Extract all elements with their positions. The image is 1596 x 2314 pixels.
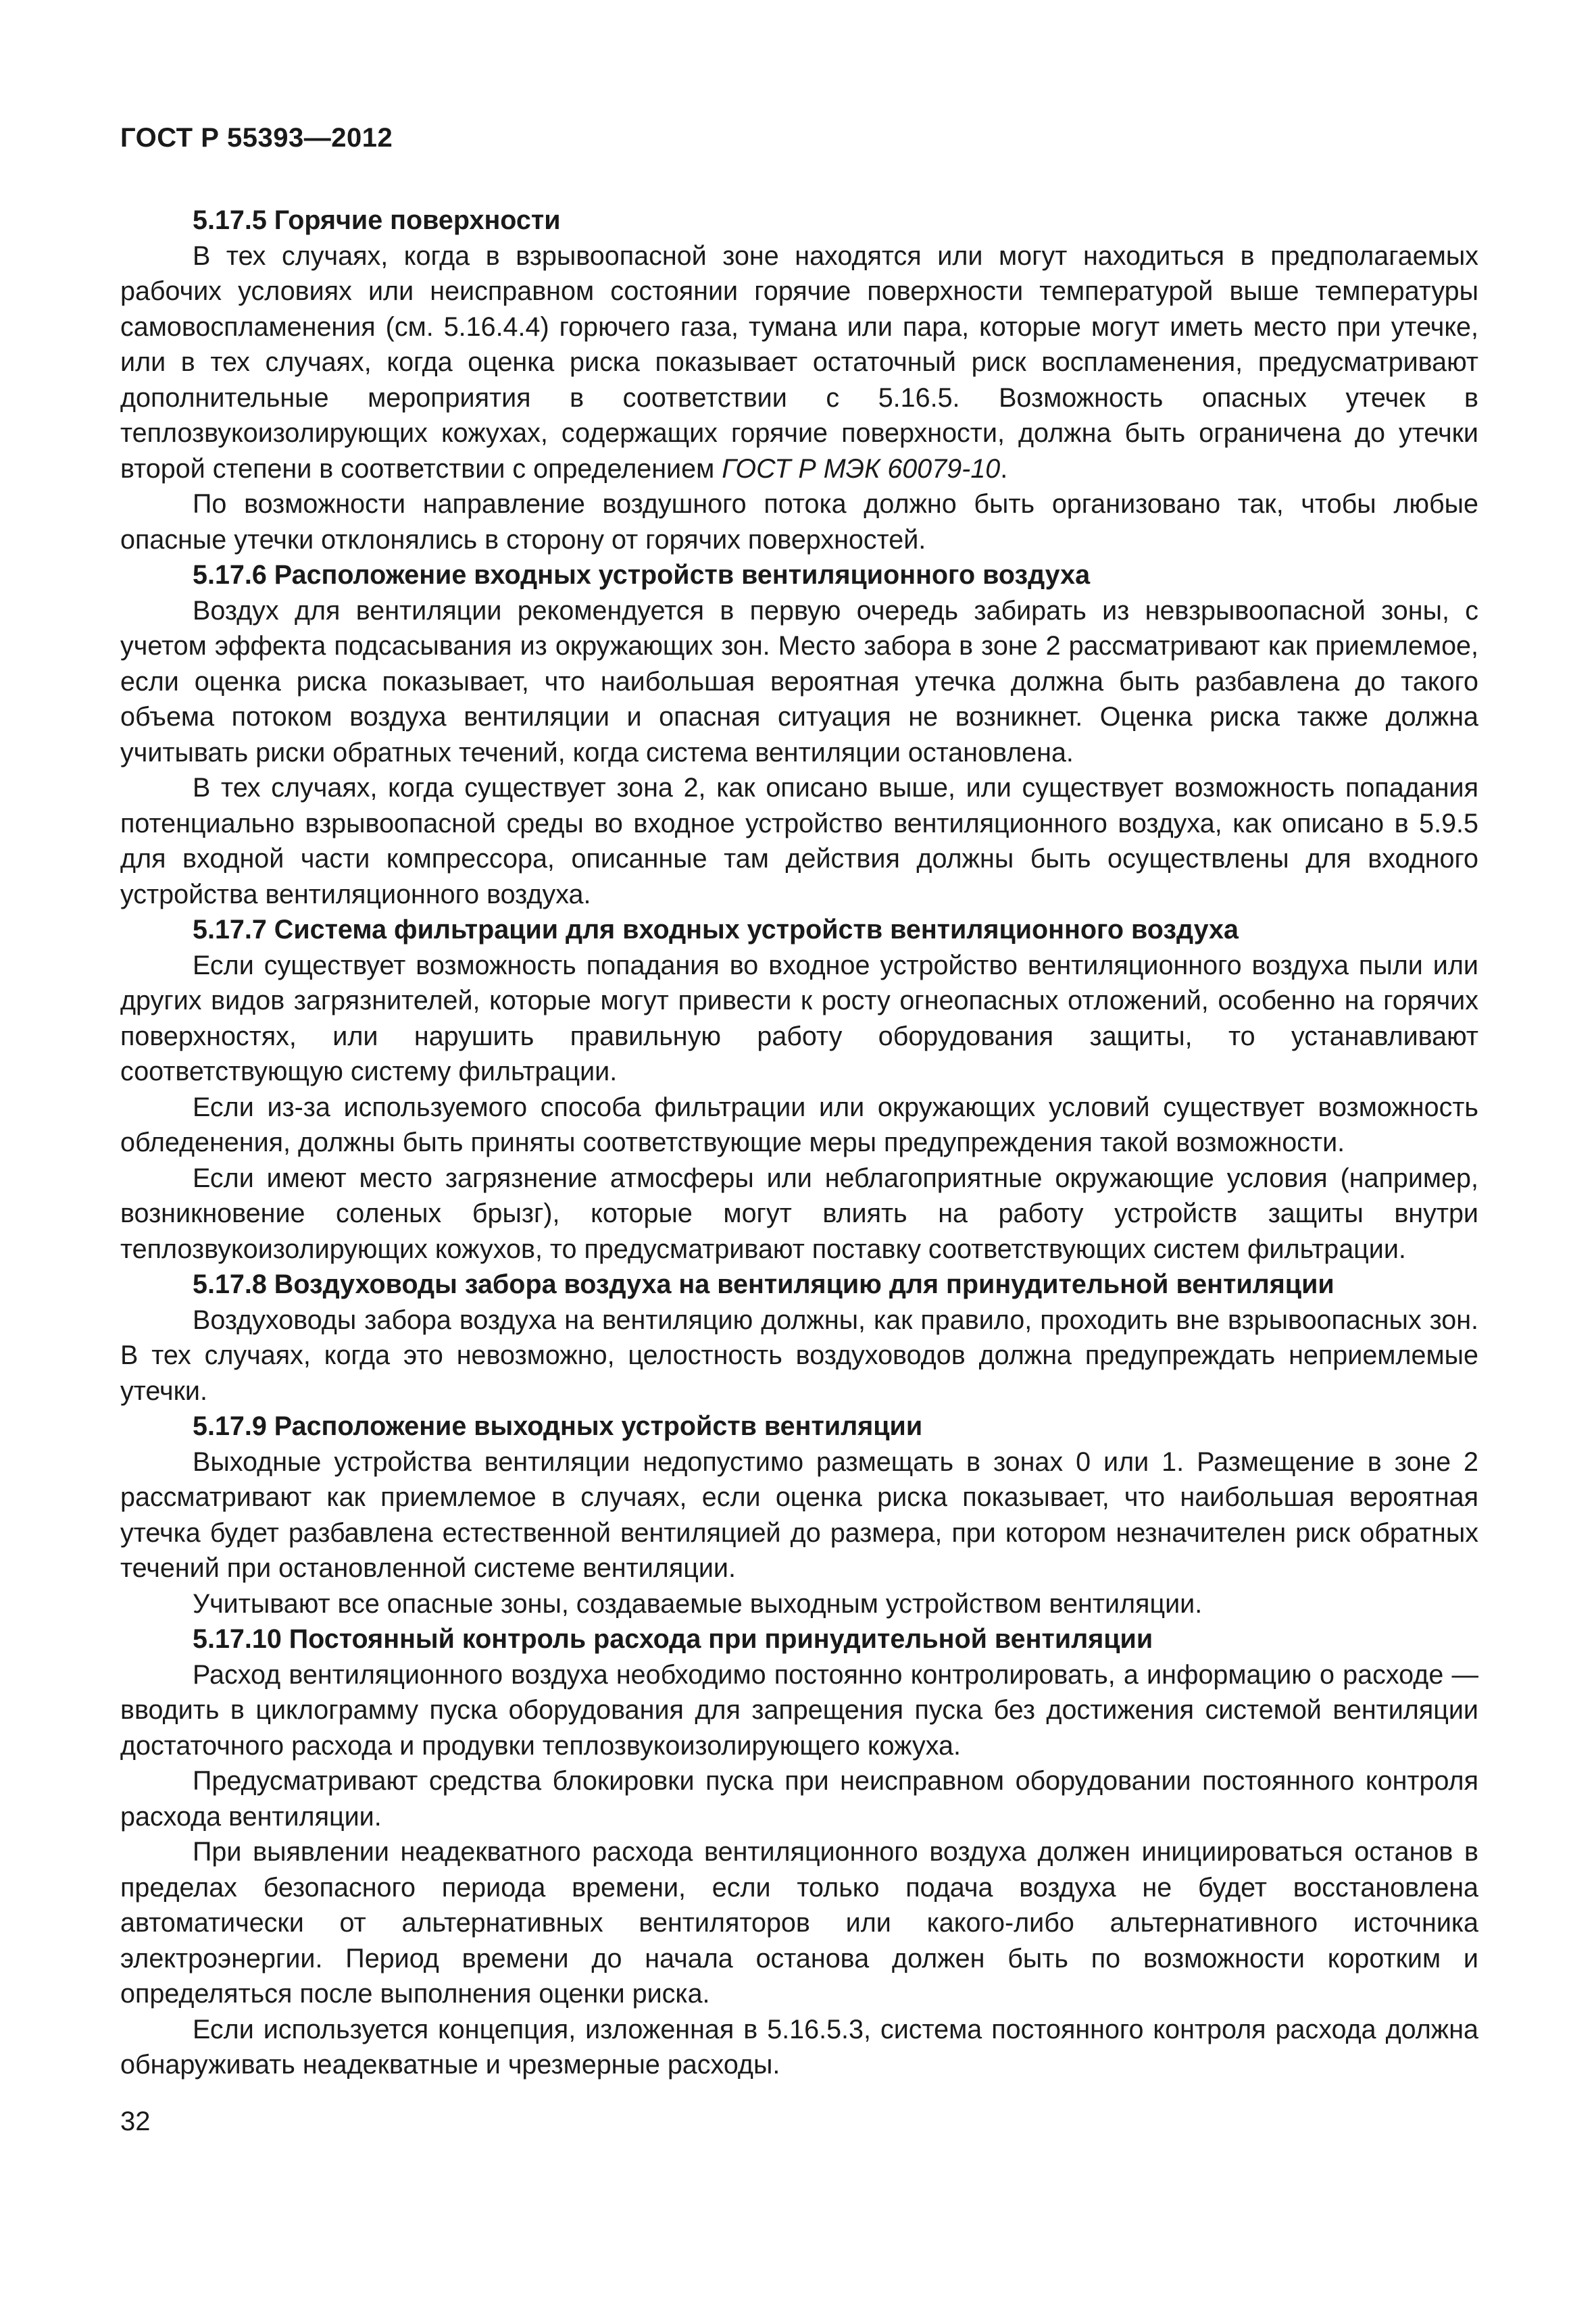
paragraph: Расход вентиляционного воздуха необходимо постоянно контролировать, а информацию о расходе — вводить в циклограмму пуска оборудования для запрещения пуска без достижения системой вентиляции достаточного расхода и продувки теплозвукоизолирующего кожуха. (120, 1659, 1478, 1761)
paragraph: Учитывают все опасные зоны, создаваемые выходным устройством вентиляции. (193, 1588, 1203, 1619)
section-heading: 5.17.10 Постоянный контроль расхода при принудительной вентиляции (193, 1624, 1153, 1654)
paragraph: Если используется концепция, изложенная в 5.16.5.3, система постоянного контроля расхода должна обнаруживать неадекватные и чрезмерные расходы. (120, 2014, 1478, 2080)
paragraph: По возможности направление воздушного потока должно быть организовано так, чтобы любые опасные утечки отклонялись в сторону от горячих поверхностей. (120, 489, 1478, 555)
paragraph: Предусматривают средства блокировки пуска при неисправном оборудовании постоянного контроля расхода вентиляции. (120, 1766, 1478, 1832)
standard-reference: ГОСТ Р МЭК 60079-10 (722, 453, 1001, 484)
section-heading: 5.17.6 Расположение входных устройств вентиляционного воздуха (193, 560, 1091, 590)
section-heading: 5.17.7 Система фильтрации для входных устройств вентиляционного воздуха (193, 915, 1239, 945)
paragraph: Если из-за используемого способа фильтрации или окружающих условий существует возможность обледенения, должны быть приняты соответствующие меры предупреждения такой возможности. (120, 1092, 1478, 1157)
paragraph-text: В тех случаях, когда в взрывоопасной зоне находятся или могут находиться в предполагаемых рабочих условиях или неисправном состоянии горячие поверхности температурой выше температуры самовоспламенения (см. 5.16.4.4) горючего газа, тумана или пара, которые могут иметь место при утечке, или в тех случаях, когда оценка риска показывает остаточный риск воспламенения, предусматривают дополнительные мероприятия в соответствии с 5.16.5. Возможность опасных утечек в теплозвукоизолирующих кожухах, содержащих горячие поверхности, должна быть ограничена до утечки второй степени в соответствии с определением (120, 241, 1478, 484)
page-number: 32 (120, 2107, 151, 2136)
document-body (120, 203, 1478, 2083)
paragraph: В тех случаях, когда существует зона 2, как описано выше, или существует возможность попадания потенциально взрывоопасной среды во входное устройство вентиляционного воздуха, как описано в 5.9.5 для входной части компрессора, описанные там действия должны быть осуществлены для входного устройства вентиляционного воздуха. (120, 773, 1478, 909)
paragraph: Воздух для вентиляции рекомендуется в первую очередь забирать из невзрывоопасной зоны, с учетом эффекта подсасывания из окружающих зон. Место забора в зоне 2 рассматривают как приемлемое, если оценка риска показывает, что наибольшая вероятная утечка должна быть разбавлена до такого объема потоком воздуха вентиляции и опасная ситуация не возникнет. Оценка риска также должна учитывать риски обратных течений, когда система вентиляции остановлена. (120, 595, 1478, 768)
document-header: ГОСТ Р 55393—2012 (120, 123, 393, 153)
paragraph-text: . (1000, 453, 1008, 484)
paragraph: Выходные устройства вентиляции недопустимо размещать в зонах 0 или 1. Размещение в зоне 2 рассматривают как приемлемое в случаях, если оценка риска показывает, что наибольшая вероятная утечка будет разбавлена естественной вентиляцией до размера, при котором незначителен риск обратных течений при остановленной системе вентиляции. (120, 1447, 1478, 1583)
paragraph: При выявлении неадекватного расхода вентиляционного воздуха должен инициироваться останов в пределах безопасного периода времени, если только подача воздуха не будет восстановлена автоматически от альтернативных вентиляторов или какого-либо альтернативного источника электроэнергии. Период времени до начала останова должен быть по возможности коротким и определяться после выполнения оценки риска. (120, 1837, 1478, 2009)
paragraph: Если существует возможность попадания во входное устройство вентиляционного воздуха пыли или других видов загрязнителей, которые могут привести к росту огнеопасных отложений, особенно на горячих поверхностях, или нарушить правильную работу оборудования защиты, то устанавливают соответствующую систему фильтрации. (120, 950, 1478, 1086)
paragraph (120, 238, 1478, 487)
section-heading: 5.17.5 Горячие поверхности (193, 205, 561, 235)
paragraph: Если имеют место загрязнение атмосферы или неблагоприятные окружающие условия (например, возникновение соленых брызг), которые могут влиять на работу устройств защиты внутри теплозвукоизолирующих кожухов, то предусматривают поставку соответствующих систем фильтрации. (120, 1163, 1478, 1264)
section-heading: 5.17.8 Воздуховоды забора воздуха на вентиляцию для принудительной вентиляции (193, 1269, 1335, 1299)
section-heading: 5.17.9 Расположение выходных устройств вентиляции (193, 1411, 923, 1441)
paragraph: Воздуховоды забора воздуха на вентиляцию должны, как правило, проходить вне взрывоопасных зон. В тех случаях, когда это невозможно, целостность воздуховодов должна предупреждать неприемлемые утечки. (120, 1305, 1478, 1406)
